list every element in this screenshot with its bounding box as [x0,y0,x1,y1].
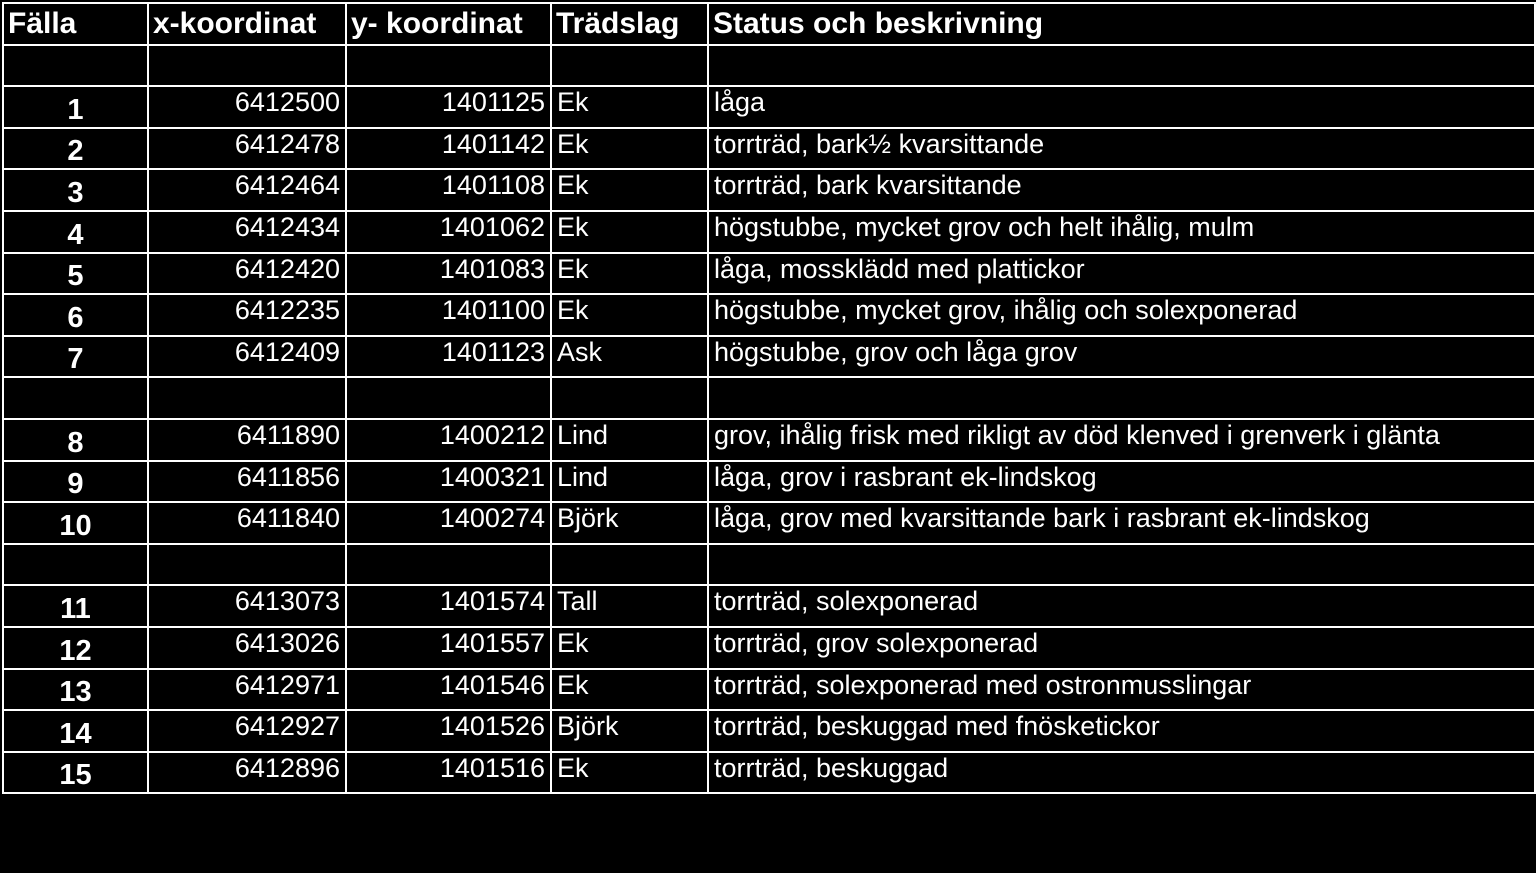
cell-status[interactable]: torrträd, bark kvarsittande [708,169,1535,211]
cell-tree-species[interactable]: Tall [551,585,708,627]
cell-y-coordinate[interactable]: 1401516 [346,752,551,794]
table-row [3,294,1535,336]
cell-trap[interactable]: 8 [3,419,148,461]
cell-x-coordinate[interactable]: 6412478 [148,128,346,170]
cell-tree-species[interactable]: Ask [551,336,708,378]
cell-x-coordinate[interactable]: 6412927 [148,710,346,752]
table-row [3,86,1535,128]
table-row [3,419,1535,461]
table-row [3,128,1535,170]
table-row [3,461,1535,503]
cell-x-coordinate[interactable]: 6413073 [148,585,346,627]
cell-status[interactable]: torrträd, grov solexponerad [708,627,1535,669]
cell-y-coordinate[interactable]: 1401125 [346,86,551,128]
cell-status[interactable]: låga, mossklädd med plattickor [708,253,1535,295]
empty-cell[interactable] [551,45,708,87]
trap-table [2,2,1536,794]
cell-x-coordinate[interactable]: 6411856 [148,461,346,503]
header-y-coordinate[interactable]: y- koordinat [346,3,551,45]
cell-status[interactable]: högstubbe, mycket grov och helt ihålig, mulm [708,211,1535,253]
cell-trap[interactable]: 5 [3,253,148,295]
cell-trap[interactable]: 6 [3,294,148,336]
table-row [3,669,1535,711]
cell-y-coordinate[interactable]: 1401546 [346,669,551,711]
empty-cell[interactable] [708,377,1535,419]
empty-cell[interactable] [148,544,346,586]
header-x-coordinate[interactable]: x-koordinat [148,3,346,45]
cell-x-coordinate[interactable]: 6411840 [148,502,346,544]
empty-row [3,45,1535,87]
empty-cell[interactable] [346,45,551,87]
cell-trap[interactable]: 1 [3,86,148,128]
cell-status[interactable]: torrträd, solexponerad [708,585,1535,627]
cell-tree-species[interactable]: Ek [551,627,708,669]
cell-status[interactable]: torrträd, beskuggad med fnösketickor [708,710,1535,752]
empty-cell[interactable] [346,544,551,586]
cell-status[interactable]: låga [708,86,1535,128]
cell-tree-species[interactable]: Ek [551,294,708,336]
cell-x-coordinate[interactable]: 6412896 [148,752,346,794]
header-tree-species[interactable]: Trädslag [551,3,708,45]
cell-y-coordinate[interactable]: 1400274 [346,502,551,544]
cell-y-coordinate[interactable]: 1401062 [346,211,551,253]
cell-trap[interactable]: 9 [3,461,148,503]
cell-y-coordinate[interactable]: 1401142 [346,128,551,170]
cell-trap[interactable]: 15 [3,752,148,794]
cell-x-coordinate[interactable]: 6412235 [148,294,346,336]
cell-y-coordinate[interactable]: 1401100 [346,294,551,336]
header-trap[interactable]: Fälla [3,3,148,45]
cell-x-coordinate[interactable]: 6412420 [148,253,346,295]
cell-tree-species[interactable]: Björk [551,502,708,544]
cell-trap[interactable]: 4 [3,211,148,253]
cell-y-coordinate[interactable]: 1401526 [346,710,551,752]
table-row [3,211,1535,253]
empty-cell[interactable] [551,377,708,419]
cell-trap[interactable]: 2 [3,128,148,170]
table-row [3,502,1535,544]
empty-cell[interactable] [346,377,551,419]
cell-trap[interactable]: 14 [3,710,148,752]
cell-trap[interactable]: 3 [3,169,148,211]
cell-y-coordinate[interactable]: 1401108 [346,169,551,211]
cell-x-coordinate[interactable]: 6411890 [148,419,346,461]
cell-tree-species[interactable]: Ek [551,752,708,794]
cell-trap[interactable]: 7 [3,336,148,378]
cell-trap[interactable]: 12 [3,627,148,669]
cell-tree-species[interactable]: Lind [551,419,708,461]
table-row [3,585,1535,627]
empty-cell[interactable] [551,544,708,586]
cell-tree-species[interactable]: Ek [551,128,708,170]
empty-cell[interactable] [3,544,148,586]
empty-row [3,544,1535,586]
header-status[interactable]: Status och beskrivning [708,3,1535,45]
cell-tree-species[interactable]: Ek [551,211,708,253]
table-row [3,710,1535,752]
header-row [3,3,1535,45]
cell-x-coordinate[interactable]: 6412500 [148,86,346,128]
table-row [3,169,1535,211]
empty-cell[interactable] [708,544,1535,586]
cell-trap[interactable]: 10 [3,502,148,544]
cell-tree-species[interactable]: Lind [551,461,708,503]
cell-tree-species[interactable]: Ek [551,86,708,128]
cell-y-coordinate[interactable]: 1400321 [346,461,551,503]
table-row [3,752,1535,794]
empty-cell[interactable] [148,377,346,419]
cell-tree-species[interactable]: Björk [551,710,708,752]
cell-status[interactable]: torrträd, solexponerad med ostronmusslingar [708,669,1535,711]
cell-x-coordinate[interactable]: 6412434 [148,211,346,253]
cell-status[interactable]: låga, grov med kvarsittande bark i rasbrant ek-lindskog [708,502,1535,544]
cell-status[interactable]: grov, ihålig frisk med rikligt av död klenved i grenverk i glänta [708,419,1535,461]
cell-status[interactable]: högstubbe, mycket grov, ihålig och solexponerad [708,294,1535,336]
cell-y-coordinate[interactable]: 1401123 [346,336,551,378]
cell-tree-species[interactable]: Ek [551,669,708,711]
cell-y-coordinate[interactable]: 1400212 [346,419,551,461]
cell-tree-species[interactable]: Ek [551,169,708,211]
cell-trap[interactable]: 11 [3,585,148,627]
cell-status[interactable]: högstubbe, grov och låga grov [708,336,1535,378]
table-row [3,253,1535,295]
cell-status[interactable]: torrträd, beskuggad [708,752,1535,794]
empty-cell[interactable] [148,45,346,87]
cell-y-coordinate[interactable]: 1401083 [346,253,551,295]
cell-trap[interactable]: 13 [3,669,148,711]
cell-x-coordinate[interactable]: 6412409 [148,336,346,378]
empty-cell[interactable] [3,377,148,419]
table-row [3,336,1535,378]
table-row [3,627,1535,669]
cell-x-coordinate[interactable]: 6413026 [148,627,346,669]
cell-y-coordinate[interactable]: 1401574 [346,585,551,627]
cell-y-coordinate[interactable]: 1401557 [346,627,551,669]
empty-cell[interactable] [3,45,148,87]
cell-status[interactable]: låga, grov i rasbrant ek-lindskog [708,461,1535,503]
cell-x-coordinate[interactable]: 6412464 [148,169,346,211]
cell-x-coordinate[interactable]: 6412971 [148,669,346,711]
empty-row [3,377,1535,419]
cell-tree-species[interactable]: Ek [551,253,708,295]
cell-status[interactable]: torrträd, bark½ kvarsittande [708,128,1535,170]
empty-cell[interactable] [708,45,1535,87]
